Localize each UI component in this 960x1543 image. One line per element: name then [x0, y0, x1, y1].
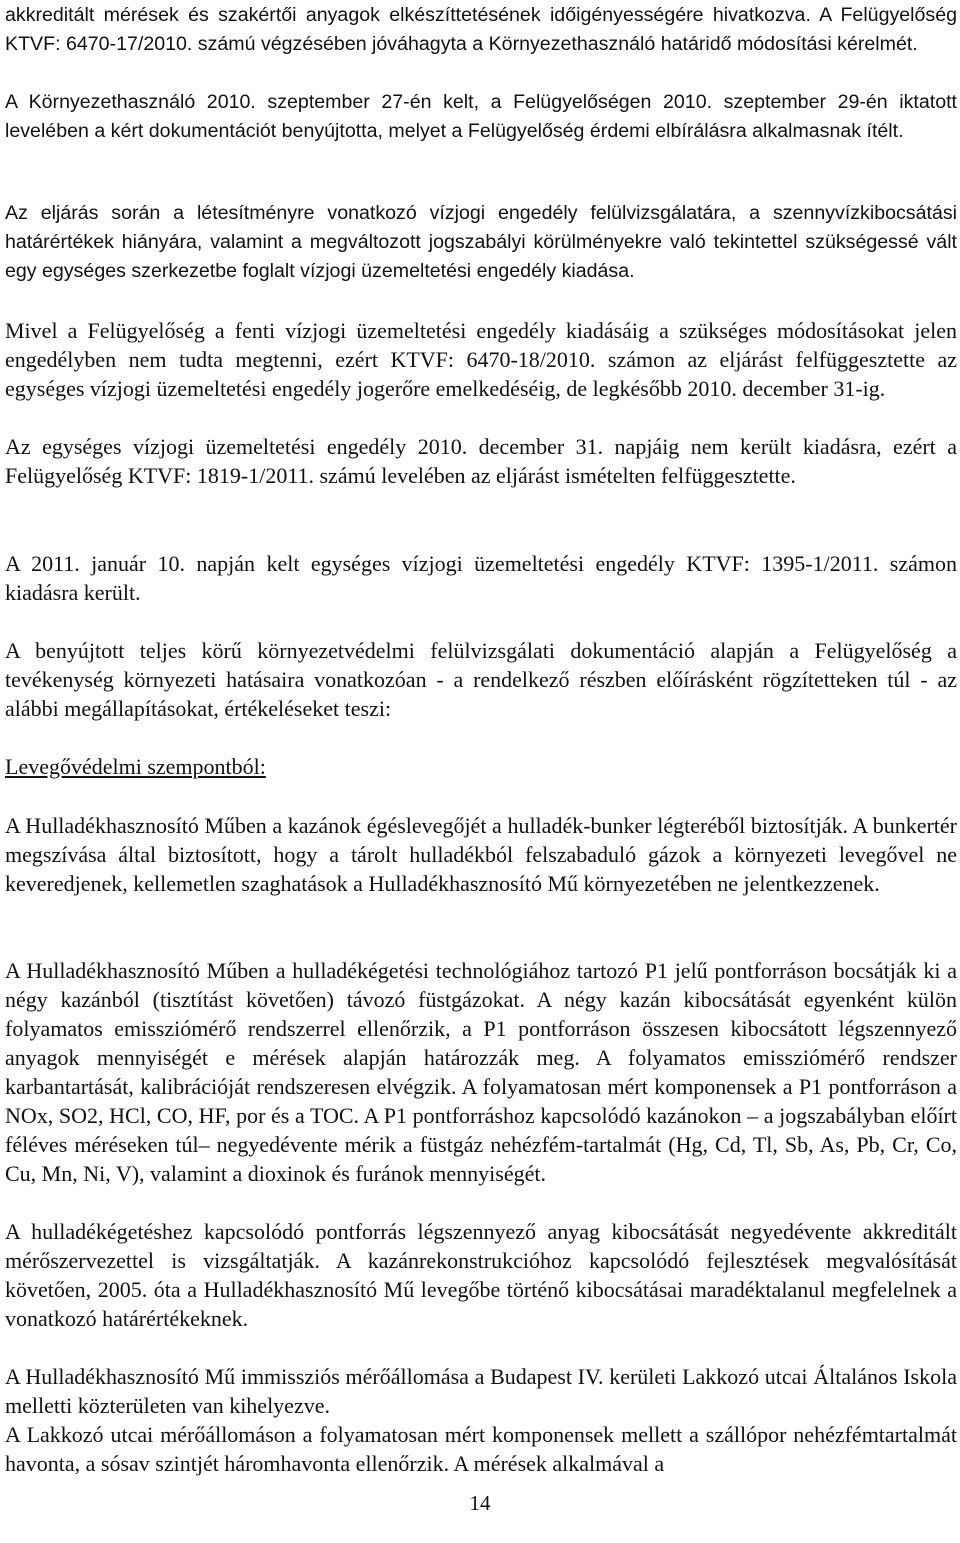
paragraph: A hulladékégetéshez kapcsolódó pontforrás légszennyező anyag kibocsátását negyedévente akkreditált mérőszervezettel is vizsgáltatják. A kazánrekonstrukcióhoz kapcsolódó fejlesztések megvalósítását követően, 2005. óta a Hulladékhasznosító Mű levegőbe történő kibocsátásai maradéktalanul megfelelnek a vonatkozó határértékeknek. — [5, 1219, 957, 1331]
paragraph-procedure — [5, 199, 957, 286]
page-number: 14 — [469, 1491, 491, 1515]
paragraph-emissions — [5, 956, 957, 1188]
paragraph: akkreditált mérések és szakértői anyagok elkészíttetésének időigényességére hivatkozva. A Felügyelőség KTVF: 6470-17/2010. számú végzésében jóváhagyta a Környezethasználó határidő módosítási kérelmét. — [5, 4, 957, 55]
paragraph: Az egységes vízjogi üzemeltetési engedély 2010. december 31. napjáig nem került kiadásra, ezért a Felügyelőség KTVF: 1819-1/2011. számú levelében az eljárást ismételten felfüggesztette. — [5, 434, 957, 488]
paragraph-combustion-air — [5, 811, 957, 898]
paragraph-immission-station — [5, 1362, 957, 1420]
paragraph-suspension-repeat — [5, 432, 957, 490]
heading-air-protection: Levegővédelmi szempontból: — [5, 754, 266, 779]
section-heading — [5, 752, 957, 781]
paragraph: A Hulladékhasznosító Mű immissziós mérőállomása a Budapest IV. kerületi Lakkozó utcai Általános Iskola melletti közterületen van kihelyezve. — [5, 1364, 957, 1418]
paragraph-suspension — [5, 316, 957, 403]
paragraph-permit-issued — [5, 549, 957, 607]
paragraph-accredited-measurement — [5, 1217, 957, 1333]
paragraph-station-measurements — [5, 1420, 957, 1478]
paragraph: A Lakkozó utcai mérőállomáson a folyamatosan mért komponensek mellett a szállópor nehézfémtartalmát havonta, a sósav szintjét háromhavonta ellenőrzik. A mérések alkalmával a — [5, 1422, 957, 1476]
paragraph-intro-continuation — [5, 1, 957, 59]
paragraph: A 2011. január 10. napján kelt egységes vízjogi üzemeltetési engedély KTVF: 1395-1/2011. számon kiadásra került. — [5, 551, 957, 605]
paragraph-submission — [5, 88, 957, 146]
paragraph: A Hulladékhasznosító Műben a hulladékégetési technológiához tartozó P1 jelű pontforráson bocsátják ki a négy kazánból (tisztítást követően) távozó füstgázokat. A négy kazán kibocsátását egyenként külön folyamatos emissziómérő rendszerrel ellenőrzik, a P1 pontforráson összesen kibocsátott légszennyező anyagok mennyiségét e mérések alapján határozzák meg. A folyamatos emissziómérő rendszer karbantartását, kalibrációját rendszeresen elvégzik. A folyamatosan mért komponensek a P1 pontforráson a NOx, SO2, HCl, CO, HF, por és a TOC. A P1 pontforráshoz kapcsolódó kazánokon – a jogszabályban előírt féléves méréseken túl– negyedévente mérik a füstgáz nehézfém-tartalmát (Hg, Cd, Tl, Sb, As, Pb, Cr, Co, Cu, Mn, Ni, V), valamint a dioxinok és furánok mennyiségét. — [5, 958, 957, 1186]
paragraph: A benyújtott teljes körű környezetvédelmi felülvizsgálati dokumentáció alapján a Felügyelőség a tevékenység környezeti hatásaira vonatkozóan - a rendelkező részben előírásként rögzítetteken túl - az alábbi megállapításokat, értékeléseket teszi: — [5, 638, 957, 721]
paragraph: A Környezethasználó 2010. szeptember 27-én kelt, a Felügyelőségen 2010. szeptember 29-én iktatott levelében a kért dokumentációt benyújtotta, melyet a Felügyelőség érdemi elbírálásra alkalmasnak ítélt. — [5, 91, 957, 142]
paragraph: Az eljárás során a létesítményre vonatkozó vízjogi engedély felülvizsgálatára, a szennyvízkibocsátási határértékek hiányára, valamint a megváltozott jogszabályi körülményekre való tekintettel szükségessé vált egy egységes szerkezetbe foglalt vízjogi üzemeltetési engedély kiadása. — [5, 202, 957, 282]
paragraph-assessment — [5, 636, 957, 723]
paragraph: Mivel a Felügyelőség a fenti vízjogi üzemeltetési engedély kiadásáig a szükséges módosításokat jelen engedélyben nem tudta megtenni, ezért KTVF: 6470-18/2010. számon az eljárást felfüggesztette az egységes vízjogi üzemeltetési engedély jogerőre emelkedéséig, de legkésőbb 2010. december 31-ig. — [5, 318, 957, 401]
paragraph: A Hulladékhasznosító Műben a kazánok égéslevegőjét a hulladék-bunker légteréből biztosítják. A bunkertér megszívása által biztosított, hogy a tárolt hulladékból felszabaduló gázok a környezeti levegővel ne keveredjenek, kellemetlen szaghatások a Hulladékhasznosító Mű környezetében ne jelentkezzenek. — [5, 813, 957, 896]
